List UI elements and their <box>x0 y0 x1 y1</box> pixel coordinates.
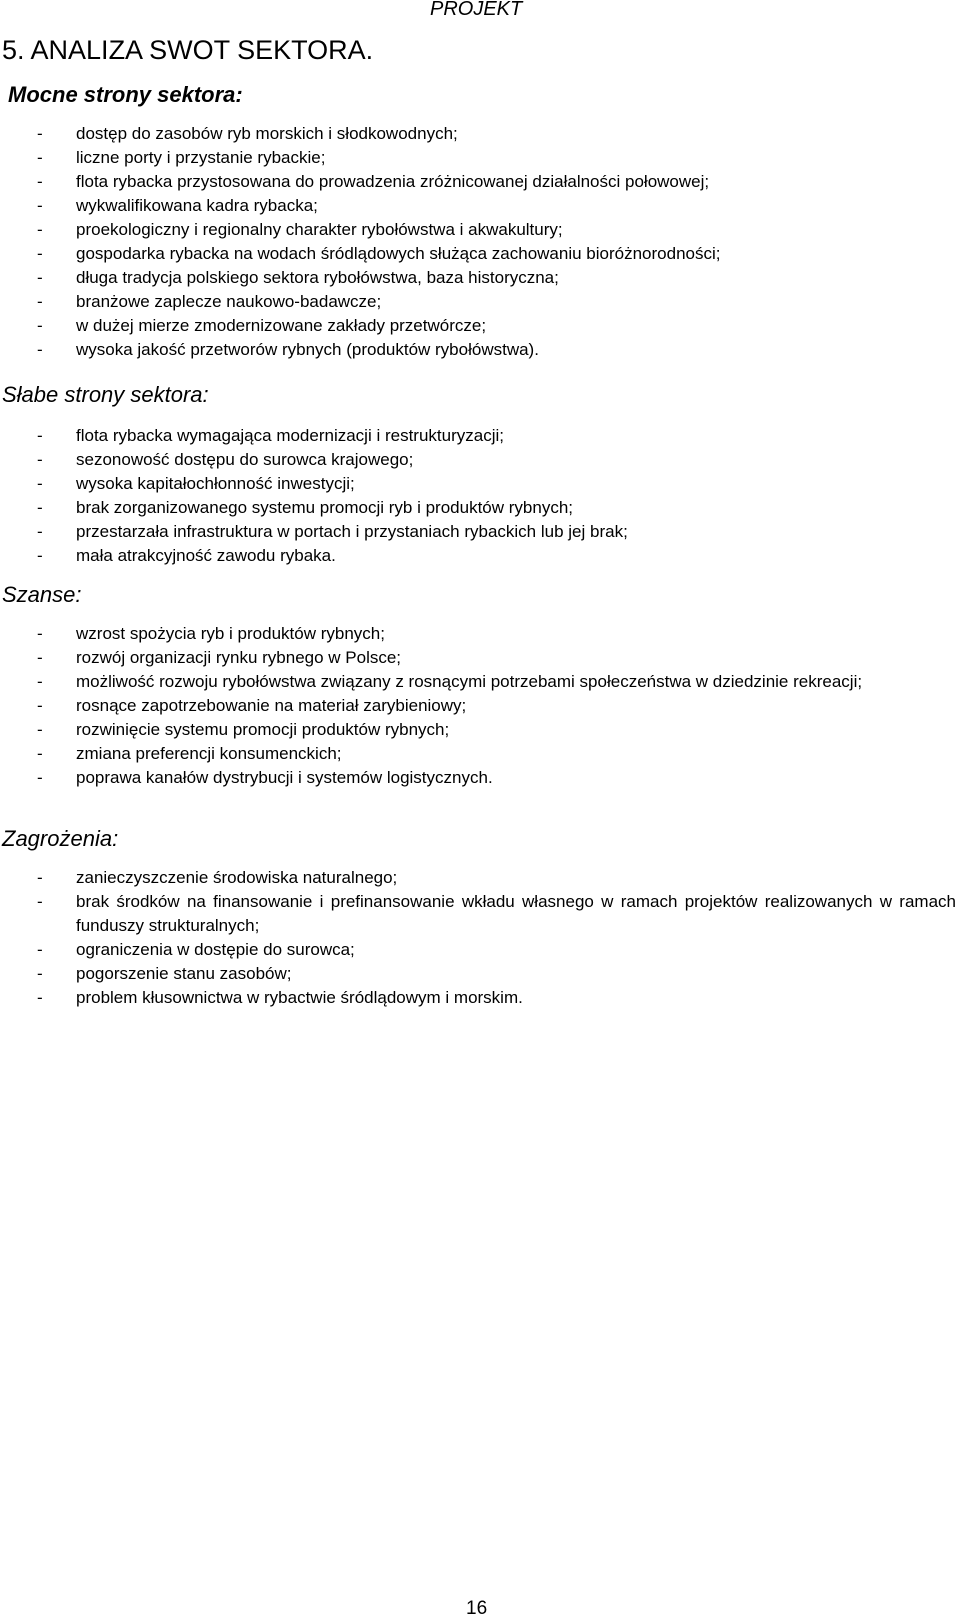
list-item <box>0 646 956 670</box>
dash-bullet: - <box>37 268 43 287</box>
list-item-text: pogorszenie stanu zasobów; <box>76 964 292 983</box>
dash-bullet: - <box>37 474 43 493</box>
dash-bullet: - <box>37 340 43 359</box>
list-item <box>0 266 956 290</box>
list-item <box>0 338 956 362</box>
list-item-text: wzrost spożycia ryb i produktów rybnych; <box>76 624 385 643</box>
list-item-text: wysoka jakość przetworów rybnych (produktów rybołówstwa). <box>76 340 539 359</box>
dash-bullet: - <box>37 964 43 983</box>
list-item <box>0 766 956 790</box>
dash-bullet: - <box>37 196 43 215</box>
opportunities-heading: Szanse: <box>2 582 82 607</box>
list-item <box>0 962 956 986</box>
threats-list <box>0 866 956 1010</box>
watermark: PROJEKT <box>430 0 523 20</box>
page-number: 16 <box>466 1598 488 1619</box>
list-item-text: brak zorganizowanego systemu promocji ryb i produktów rybnych; <box>76 498 574 517</box>
list-item-text: rozwój organizacji rynku rybnego w Polsce; <box>76 648 402 667</box>
list-item <box>0 472 956 496</box>
list-item-text: rozwinięcie systemu promocji produktów rybnych; <box>76 720 450 739</box>
dash-bullet: - <box>37 450 43 469</box>
list-item <box>0 146 956 170</box>
dash-bullet: - <box>37 624 43 643</box>
dash-bullet: - <box>37 172 43 191</box>
list-item <box>0 718 956 742</box>
strengths-heading: Mocne strony sektora: <box>8 82 243 107</box>
list-item-text: w dużej mierze zmodernizowane zakłady przetwórcze; <box>76 316 487 335</box>
threats-heading: Zagrożenia: <box>2 826 119 851</box>
list-item-text: rosnące zapotrzebowanie na materiał zarybieniowy; <box>76 696 467 715</box>
dash-bullet: - <box>37 744 43 763</box>
list-item-text: flota rybacka przystosowana do prowadzenia zróżnicowanej działalności połowowej; <box>76 172 710 191</box>
list-item-text: sezonowość dostępu do surowca krajowego; <box>76 450 414 469</box>
list-item <box>0 622 956 646</box>
dash-bullet: - <box>37 648 43 667</box>
weaknesses-heading: Słabe strony sektora: <box>2 382 209 407</box>
list-item <box>0 986 956 1010</box>
list-item <box>0 938 956 962</box>
list-item <box>0 520 956 544</box>
dash-bullet: - <box>37 988 43 1007</box>
list-item-text: flota rybacka wymagająca modernizacji i restrukturyzacji; <box>76 426 504 445</box>
list-item-text: dostęp do zasobów ryb morskich i słodkowodnych; <box>76 124 458 143</box>
list-item-text: ograniczenia w dostępie do surowca; <box>76 940 355 959</box>
list-item-text: możliwość rozwoju rybołówstwa związany z rosnącymi potrzebami społeczeństwa w dziedzinie rekreacji; <box>76 672 863 691</box>
list-item-text: zanieczyszczenie środowiska naturalnego; <box>76 868 398 887</box>
list-item <box>0 448 956 472</box>
list-item-text: przestarzała infrastruktura w portach i przystaniach rybackich lub jej brak; <box>76 522 628 541</box>
dash-bullet: - <box>37 720 43 739</box>
list-item <box>0 694 956 718</box>
list-item <box>0 290 956 314</box>
list-item-text: gospodarka rybacka na wodach śródlądowych służąca zachowaniu bioróżnorodności; <box>76 244 721 263</box>
list-item-text: problem kłusownictwa w rybactwie śródlądowym i morskim. <box>76 988 523 1007</box>
list-item <box>0 242 956 266</box>
dash-bullet: - <box>37 940 43 959</box>
dash-bullet: - <box>37 868 43 887</box>
list-item <box>0 122 956 146</box>
dash-bullet: - <box>37 148 43 167</box>
list-item-text: brak środków na finansowanie i prefinansowanie wkładu własnego w ramach projektów realizowanych w ramach funduszy strukturalnych; <box>76 892 956 935</box>
list-item-text: wysoka kapitałochłonność inwestycji; <box>76 474 355 493</box>
dash-bullet: - <box>37 292 43 311</box>
list-item <box>0 496 956 520</box>
list-item <box>0 194 956 218</box>
dash-bullet: - <box>37 672 43 691</box>
list-item <box>0 890 956 938</box>
strengths-list <box>0 122 956 362</box>
list-item <box>0 742 956 766</box>
list-item-text: mała atrakcyjność zawodu rybaka. <box>76 546 336 565</box>
list-item <box>0 544 956 568</box>
list-item <box>0 424 956 448</box>
dash-bullet: - <box>37 124 43 143</box>
dash-bullet: - <box>37 546 43 565</box>
dash-bullet: - <box>37 522 43 541</box>
dash-bullet: - <box>37 220 43 239</box>
list-item <box>0 670 956 694</box>
list-item-text: poprawa kanałów dystrybucji i systemów logistycznych. <box>76 768 493 787</box>
list-item <box>0 170 956 194</box>
weaknesses-list <box>0 424 956 568</box>
dash-bullet: - <box>37 892 43 911</box>
dash-bullet: - <box>37 244 43 263</box>
opportunities-list <box>0 622 956 790</box>
list-item <box>0 314 956 338</box>
list-item <box>0 218 956 242</box>
dash-bullet: - <box>37 498 43 517</box>
dash-bullet: - <box>37 426 43 445</box>
list-item-text: branżowe zaplecze naukowo-badawcze; <box>76 292 382 311</box>
dash-bullet: - <box>37 768 43 787</box>
dash-bullet: - <box>37 696 43 715</box>
list-item-text: proekologiczny i regionalny charakter rybołówstwa i akwakultury; <box>76 220 563 239</box>
chapter-title: 5. ANALIZA SWOT SEKTORA. <box>2 35 374 65</box>
list-item-text: wykwalifikowana kadra rybacka; <box>76 196 318 215</box>
dash-bullet: - <box>37 316 43 335</box>
list-item-text: długa tradycja polskiego sektora rybołówstwa, baza historyczna; <box>76 268 559 287</box>
list-item-text: zmiana preferencji konsumenckich; <box>76 744 342 763</box>
list-item <box>0 866 956 890</box>
list-item-text: liczne porty i przystanie rybackie; <box>76 148 326 167</box>
